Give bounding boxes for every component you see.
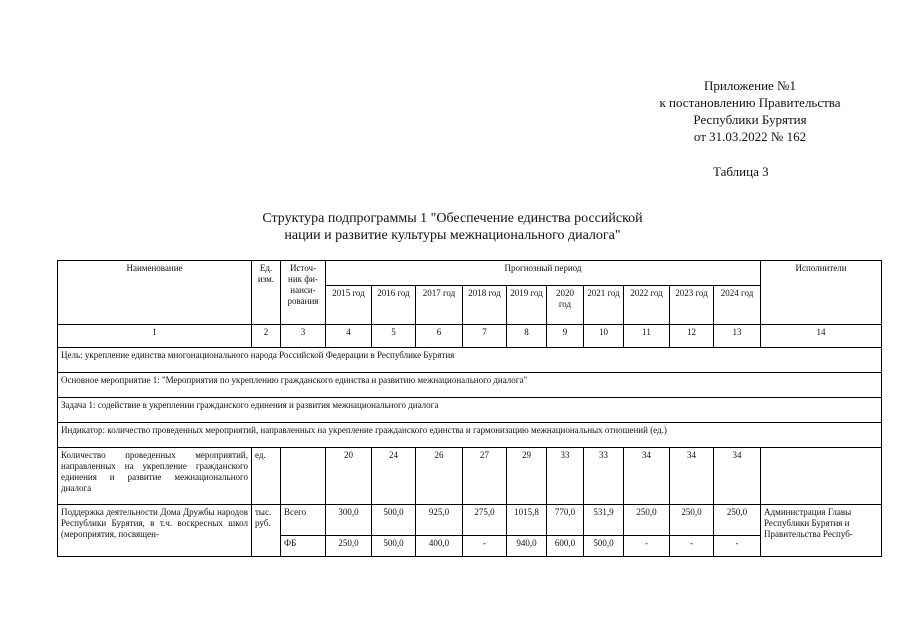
- row-value: -: [624, 536, 670, 557]
- row-value: 33: [547, 448, 584, 505]
- appendix-line-1: Приложение №1: [704, 78, 796, 93]
- appendix-block: [600, 77, 900, 145]
- row-value: 300,0: [326, 505, 372, 536]
- row-value: 33: [584, 448, 624, 505]
- row-value: 531,9: [584, 505, 624, 536]
- row-executor: [761, 448, 882, 505]
- header-forecast: Прогнозный период: [326, 261, 761, 286]
- header-year: 2022 год: [624, 286, 670, 325]
- header-year: 2020 год: [547, 286, 584, 325]
- row-value: -: [670, 536, 714, 557]
- row-value: 770,0: [547, 505, 584, 536]
- header-source: Источ-ник фи-нанси-рования: [281, 261, 326, 325]
- header-year: 2023 год: [670, 286, 714, 325]
- column-number: 9: [547, 325, 584, 348]
- column-number: 3: [281, 325, 326, 348]
- column-number: 8: [507, 325, 547, 348]
- row-value: 250,0: [624, 505, 670, 536]
- task-row: [58, 398, 882, 423]
- column-number: 5: [372, 325, 416, 348]
- header-unit: Ед. изм.: [252, 261, 281, 325]
- indicator-text: Индикатор: количество проведенных мероприятий, направленных на укрепление гражданского единства и гармонизацию межнациональных отношений (ед.): [58, 423, 882, 448]
- header-year: 2019 год: [507, 286, 547, 325]
- row-value: 27: [463, 448, 507, 505]
- column-number: 7: [463, 325, 507, 348]
- row-value: 34: [624, 448, 670, 505]
- row-unit: ед.: [252, 448, 281, 505]
- header-year: 2024 год: [714, 286, 761, 325]
- row-value: 600,0: [547, 536, 584, 557]
- appendix-line-3: Республики Бурятия: [693, 112, 807, 127]
- column-number: 1: [58, 325, 252, 348]
- row-value: 29: [507, 448, 547, 505]
- header-name: Наименование: [58, 261, 252, 325]
- header-year: 2021 год: [584, 286, 624, 325]
- title-line-1: Структура подпрограммы 1 "Обеспечение единства российской: [262, 211, 643, 226]
- goal-text: Цель: укрепление единства многонационального народа Российской Федерации в Республике Бурятия: [58, 348, 882, 373]
- header-row-1: [58, 261, 882, 286]
- column-number: 10: [584, 325, 624, 348]
- appendix-line-4: от 31.03.2022 № 162: [693, 129, 807, 144]
- row-value: 500,0: [372, 505, 416, 536]
- main-activity-text: Основное мероприятие 1: "Мероприятия по укреплению гражданского единства и развитию межнационального диалога": [58, 373, 882, 398]
- row-unit: тыс. руб.: [252, 505, 281, 557]
- row-value: 1015,8: [507, 505, 547, 536]
- row-value: 500,0: [584, 536, 624, 557]
- row-value: 34: [714, 448, 761, 505]
- main-activity-row: [58, 373, 882, 398]
- row-name: Поддержка деятельности Дома Дружбы народов Республики Бурятия, в т.ч. воскресных школ (мероприятия, посвящен-: [58, 505, 252, 557]
- column-number: 11: [624, 325, 670, 348]
- row-source: ФБ: [281, 536, 326, 557]
- header-year: 2015 год: [326, 286, 372, 325]
- row-value: -: [463, 536, 507, 557]
- row-value: 250,0: [670, 505, 714, 536]
- title-line-2: нации и развитие культуры межнационального диалога": [284, 228, 621, 243]
- appendix-line-2: к постановлению Правительства: [659, 95, 841, 110]
- document-title: [200, 210, 705, 244]
- row-source: Всего: [281, 505, 326, 536]
- header-year: 2017 год: [416, 286, 463, 325]
- column-number: 6: [416, 325, 463, 348]
- row-value: 250,0: [714, 505, 761, 536]
- indicator-row: [58, 423, 882, 448]
- column-number-row: [58, 325, 882, 348]
- table-row: [58, 505, 882, 536]
- row-value: 24: [372, 448, 416, 505]
- column-number: 13: [714, 325, 761, 348]
- goal-row: [58, 348, 882, 373]
- header-year: 2018 год: [463, 286, 507, 325]
- column-number: 12: [670, 325, 714, 348]
- header-executor: Исполнители: [761, 261, 882, 325]
- row-executor: Администрация Главы Республики Бурятия и Правительства Респуб-: [761, 505, 882, 557]
- row-value: 275,0: [463, 505, 507, 536]
- row-value: 34: [670, 448, 714, 505]
- header-year: 2016 год: [372, 286, 416, 325]
- column-number: 2: [252, 325, 281, 348]
- row-source: [281, 448, 326, 505]
- task-text: Задача 1: содействие в укреплении гражданского единения и развития межнационального диалога: [58, 398, 882, 423]
- column-number: 14: [761, 325, 882, 348]
- column-number: 4: [326, 325, 372, 348]
- structure-table: [57, 260, 882, 557]
- row-value: 250,0: [326, 536, 372, 557]
- row-name: Количество проведенных мероприятий, направленных на укрепление гражданского единения и развитие межнационального диалога: [58, 448, 252, 505]
- row-value: 20: [326, 448, 372, 505]
- row-value: 400,0: [416, 536, 463, 557]
- row-value: -: [714, 536, 761, 557]
- row-value: 500,0: [372, 536, 416, 557]
- table-row: [58, 448, 882, 505]
- row-value: 26: [416, 448, 463, 505]
- table-label: Таблица 3: [713, 164, 769, 179]
- row-value: 940,0: [507, 536, 547, 557]
- row-value: 925,0: [416, 505, 463, 536]
